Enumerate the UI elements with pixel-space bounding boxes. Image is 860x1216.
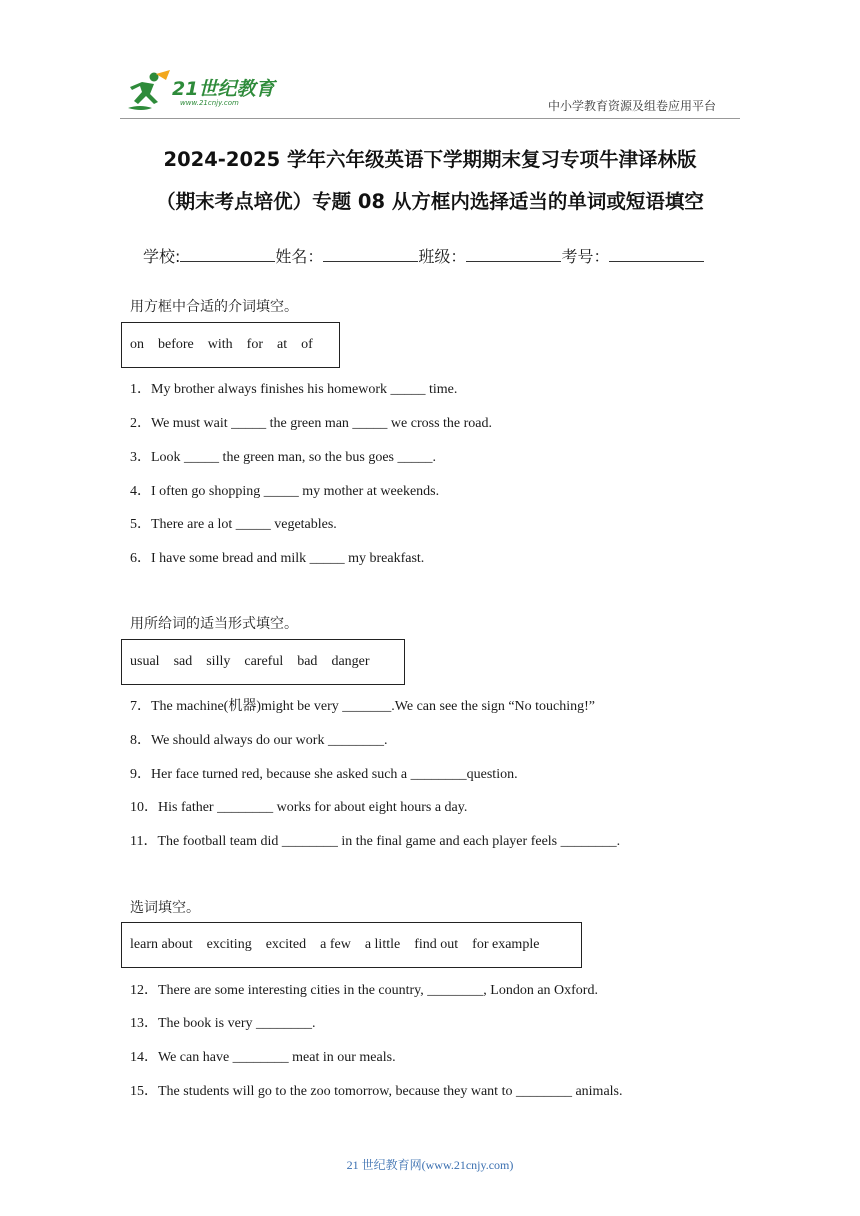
header-divider (120, 118, 740, 119)
logo-text: 21世纪教育 (172, 78, 275, 100)
question-2: 2．We must wait _____ the green man _____ we cross the road. (130, 416, 493, 431)
word-option: for example (472, 937, 540, 952)
word-option: learn about (130, 937, 193, 952)
word-option: excited (265, 937, 307, 952)
word-option: careful (244, 654, 284, 669)
question-15: 15．The students will go to the zoo tomorrow, because they want to ________ animals. (130, 1084, 623, 1099)
word-option: danger (331, 654, 370, 669)
document-title-line1: 2024-2025 学年六年级英语下学期期末复习专项牛津译林版 (163, 148, 697, 171)
section-3-instruction: 选词填空。 (130, 900, 200, 916)
class-label: 班级： (418, 247, 467, 266)
runner-logo-icon (120, 68, 172, 114)
platform-label: 中小学教育资源及组卷应用平台 (548, 99, 717, 113)
word-option: exciting (206, 937, 252, 952)
section-2-word-box (121, 639, 405, 685)
section-1-word-box (121, 322, 340, 368)
section-2-instruction: 用所给词的适当形式填空。 (130, 616, 298, 632)
school-label: 学校: (143, 247, 181, 266)
question-1: 1．My brother always finishes his homework _____ time. (130, 382, 458, 397)
class-blank[interactable] (466, 247, 561, 262)
word-option: silly (206, 654, 231, 669)
word-option: a few (320, 937, 351, 952)
logo-url: www.21cnjy.com (180, 99, 239, 107)
number-blank[interactable] (609, 247, 704, 262)
school-blank[interactable] (180, 247, 275, 262)
page-footer: 21 世纪教育网(www.21cnjy.com) (346, 1158, 514, 1172)
question-8: 8．We should always do our work ________. (130, 733, 388, 748)
student-info (143, 244, 704, 267)
word-option: of (301, 337, 313, 352)
number-label: 考号： (561, 247, 610, 266)
question-4: 4．I often go shopping _____ my mother at weekends. (130, 484, 440, 499)
word-option: bad (297, 654, 318, 669)
word-option: sad (173, 654, 193, 669)
question-12: 12．There are some interesting cities in the country, ________, London an Oxford. (130, 983, 598, 998)
word-option: on (130, 337, 144, 352)
word-option: for (246, 337, 263, 352)
section-1-instruction: 用方框中合适的介词填空。 (130, 299, 298, 315)
word-option: a little (364, 937, 401, 952)
word-option: usual (130, 654, 160, 669)
question-7: 7．The machine(机器)might be very _______.We can see the sign “No touching!” (130, 699, 596, 714)
question-6: 6．I have some bread and milk _____ my breakfast. (130, 551, 425, 566)
question-14: 14．We can have ________ meat in our meals. (130, 1050, 396, 1065)
document-title-line2: （期末考点培优）专题 08 从方框内选择适当的单词或短语填空 (156, 190, 704, 213)
site-logo (120, 66, 295, 118)
word-option: with (207, 337, 233, 352)
question-9: 9．Her face turned red, because she asked such a ________question. (130, 767, 518, 782)
question-3: 3．Look _____ the green man, so the bus goes _____. (130, 450, 437, 465)
question-10: 10．His father ________ works for about eight hours a day. (130, 800, 468, 815)
name-blank[interactable] (323, 247, 418, 262)
name-label: 姓名： (275, 247, 324, 266)
question-5: 5．There are a lot _____ vegetables. (130, 517, 337, 532)
word-option: find out (414, 937, 459, 952)
word-option: before (158, 337, 194, 352)
question-13: 13．The book is very ________. (130, 1016, 316, 1031)
section-3-word-box (121, 922, 582, 968)
word-option: at (276, 337, 288, 352)
question-11: 11．The football team did ________ in the final game and each player feels ________. (130, 834, 621, 849)
